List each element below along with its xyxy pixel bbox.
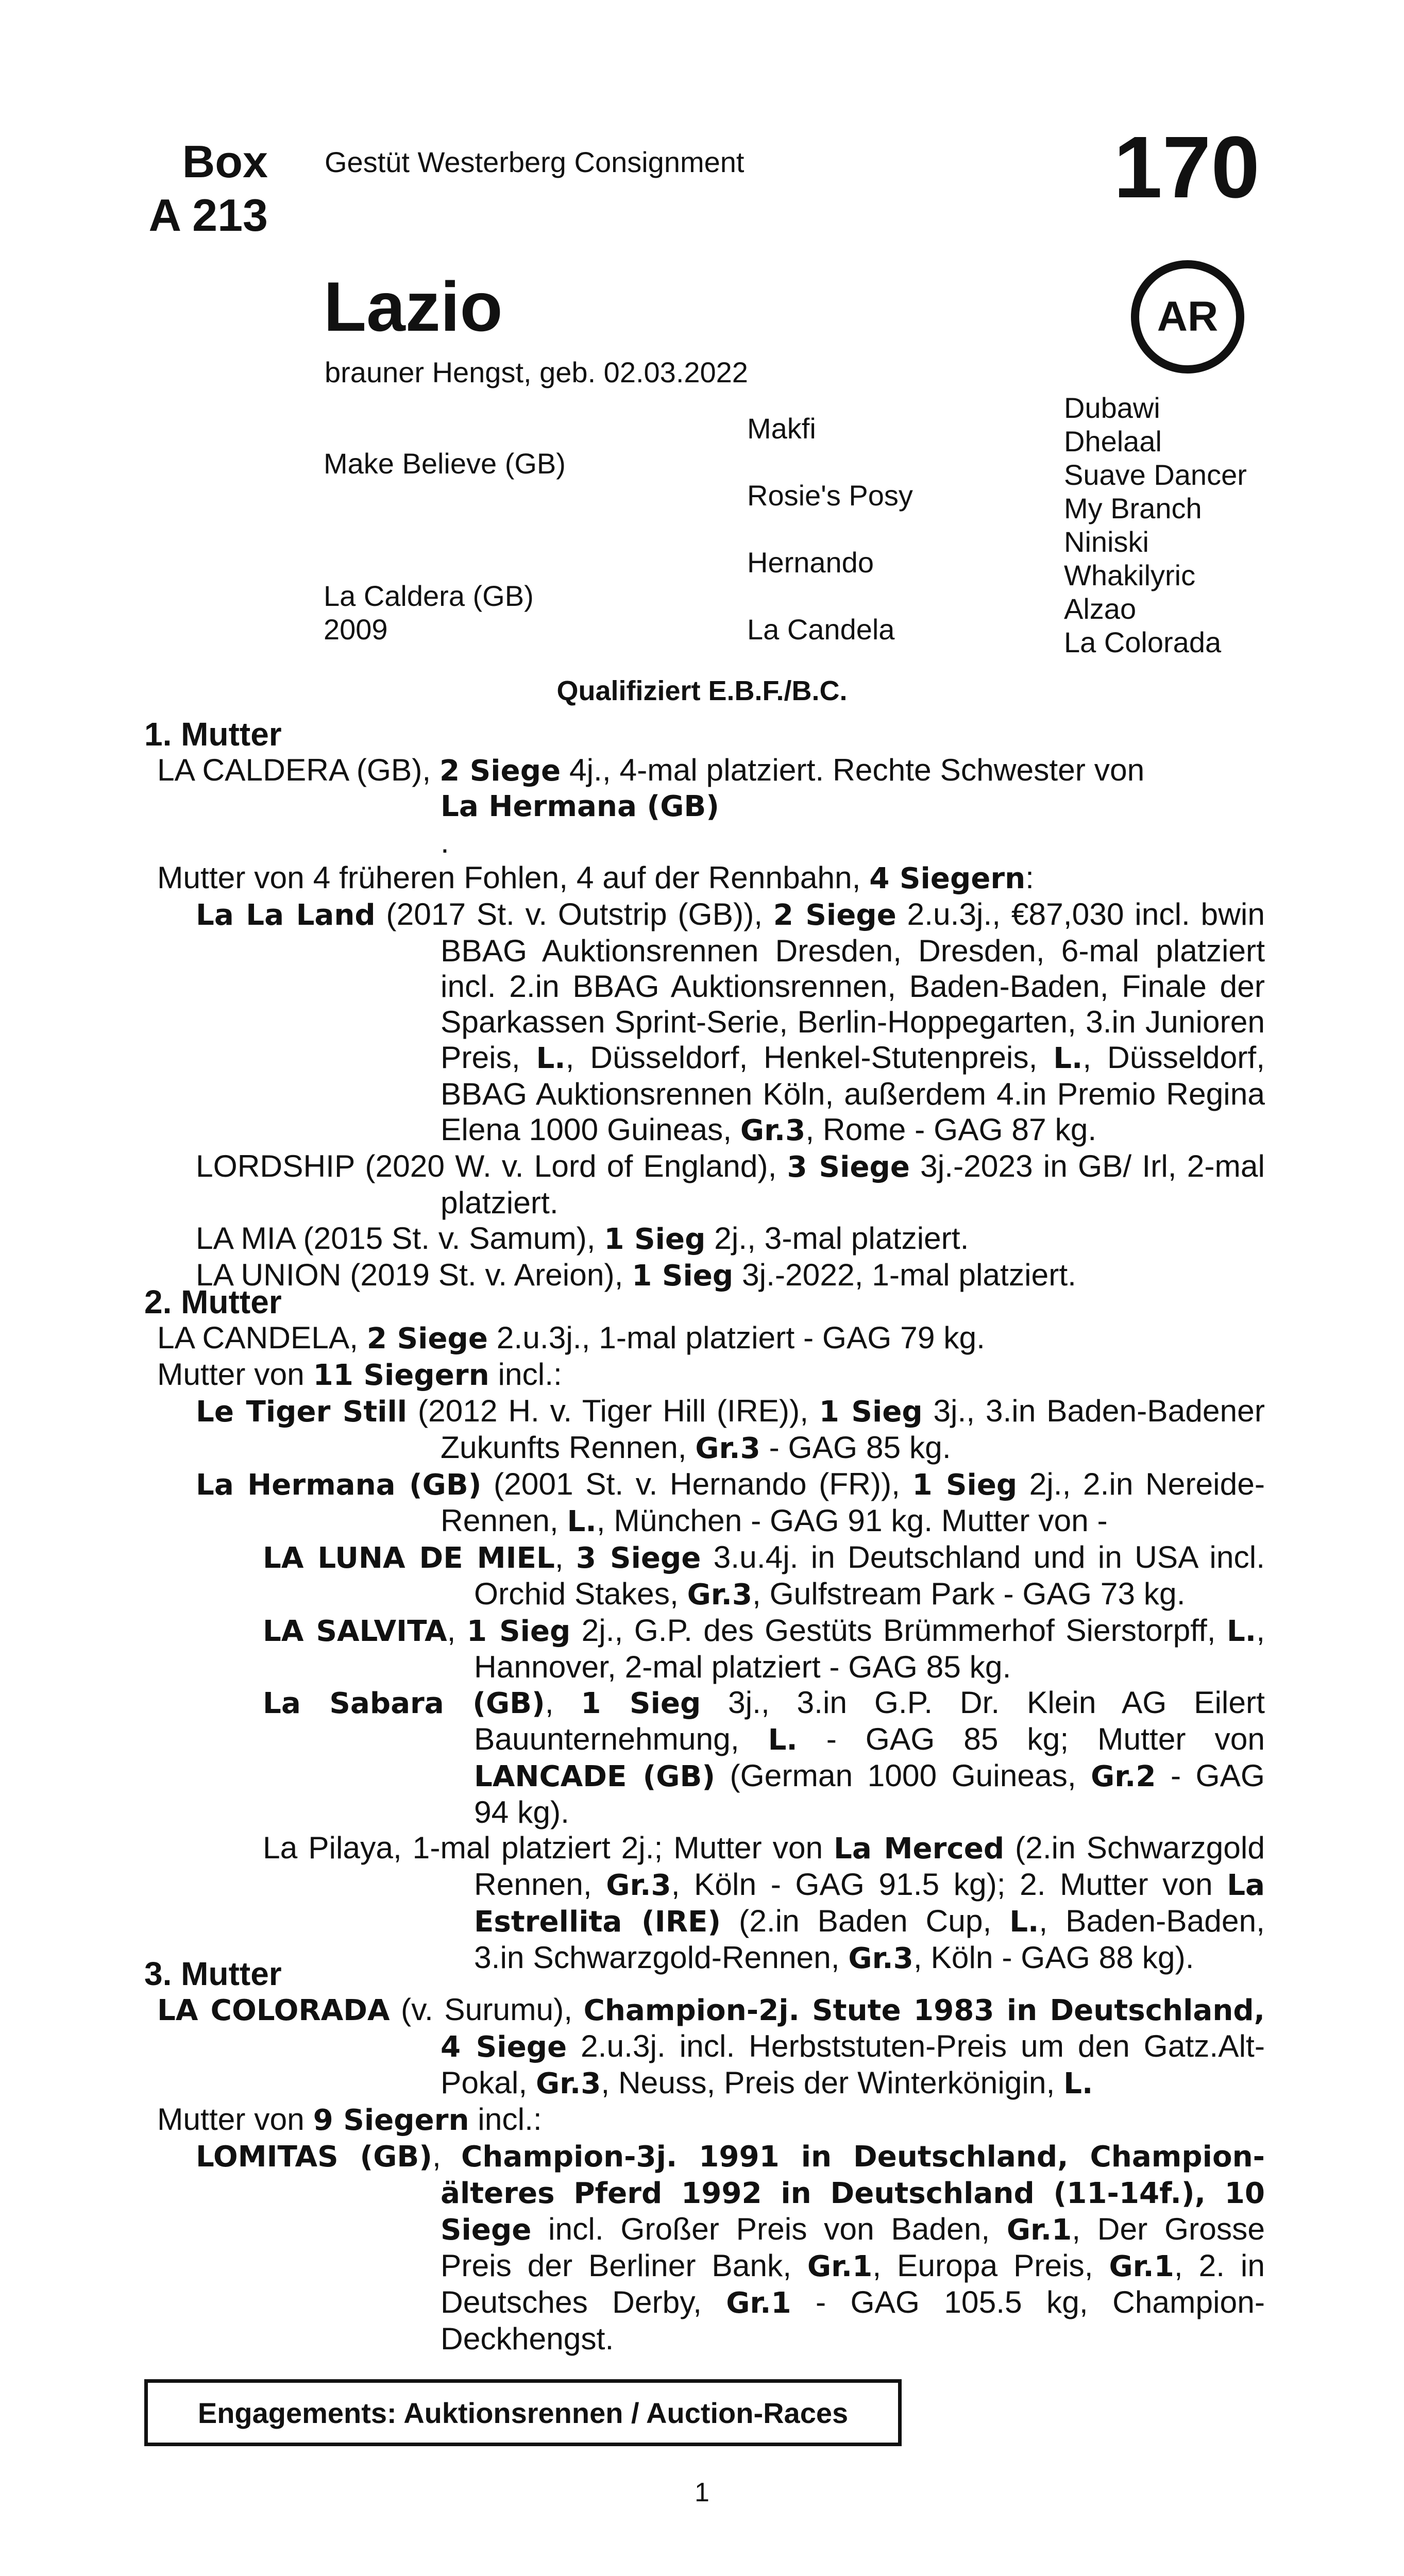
text-run: Mutter von (157, 2102, 313, 2137)
text-run: - GAG 85 kg; Mutter von (797, 1721, 1265, 1756)
text-run: 3j.-2023 in GB/ Irl, 2-mal platziert. (441, 1148, 1265, 1220)
text-run: LA CANDELA, (157, 1320, 367, 1355)
pedigree-entry (144, 1148, 1265, 1221)
text-run: . (441, 824, 449, 859)
text-run: , Hannover, 2-mal platziert - GAG 85 kg. (474, 1613, 1265, 1684)
bold-text: Champion-2j. Stute 1983 in Deutschland, 4 Siege (441, 1994, 1265, 2064)
bold-text: Gr.1 (726, 2286, 791, 2320)
bold-text: La Hermana (GB) (441, 790, 719, 823)
pedigree-great-grandparent: Niniski (1064, 526, 1149, 558)
bold-text: LANCADE (GB) (474, 1760, 716, 1793)
pedigree-entry (144, 1539, 1265, 1613)
text-run: 2j., G.P. des Gestüts Brümmerhof Sierstorpff, (570, 1613, 1227, 1648)
text-run: , Rome - GAG 87 kg. (805, 1112, 1097, 1147)
bold-text: La Estrellita (IRE) (474, 1869, 1265, 1939)
text-run: 3.u.4j. in Deutschland und in USA incl. Orchid Stakes, (474, 1539, 1265, 1611)
bold-text: 4 Siegern (869, 862, 1026, 895)
pedigree-entry (144, 1320, 1265, 1357)
section-third-dam (144, 1956, 1265, 2357)
text-run: (2017 St. v. Outstrip (GB)), (375, 896, 773, 931)
bold-text: 9 Siegern (313, 2104, 469, 2137)
text-run: 3j., 3.in G.P. Dr. Klein AG Eilert Bauunternehmung, (474, 1685, 1265, 1756)
section-title: 1. Mutter (144, 716, 282, 753)
box-number: A 213 (148, 190, 268, 241)
bold-text: L. (1226, 1615, 1257, 1648)
consignor: Gestüt Westerberg Consignment (325, 146, 745, 178)
pedigree-entry (144, 2138, 1265, 2357)
engagements-label: Engagements: Auktionsrennen / Auction-Races (197, 2396, 849, 2429)
text-run: , (432, 2138, 461, 2173)
bold-text: Gr.1 (807, 2250, 873, 2283)
bold-text: LOMITAS (GB) (196, 2140, 433, 2174)
text-run: Mutter von (157, 1357, 313, 1392)
bold-text: 11 Siegern (313, 1359, 489, 1392)
bold-text: 3 Siege (576, 1541, 701, 1575)
bold-text: 1 Sieg (604, 1223, 706, 1256)
pedigree-great-grandparent: Suave Dancer (1064, 459, 1247, 491)
pedigree-entry (144, 1613, 1265, 1685)
bold-text: 1 Sieg (581, 1687, 701, 1720)
bold-text: 1 Sieg (466, 1615, 571, 1648)
pedigree-entry (144, 1685, 1265, 1830)
pedigree-entry (144, 896, 1265, 1148)
bold-text: 1 Sieg (819, 1395, 923, 1429)
section-second-dam (144, 1284, 1265, 1976)
pedigree-entry (144, 1830, 1265, 1976)
pedigree-dam-year: 2009 (324, 613, 388, 646)
pedigree-great-grandparent: Dubawi (1064, 392, 1160, 424)
ar-badge-label: AR (1157, 293, 1219, 340)
bold-text: L. (1063, 2067, 1093, 2100)
bold-text: 2 Siege (773, 899, 896, 932)
text-run: , München - GAG 91 kg. Mutter von - (596, 1503, 1108, 1538)
text-run: La Pilaya, 1-mal platziert 2j.; Mutter von (263, 1830, 834, 1865)
text-run: 3j.-2022, 1-mal platziert. (733, 1257, 1076, 1292)
text-run: incl.: (469, 2102, 542, 2137)
bold-text: Gr.3 (848, 1942, 914, 1975)
pedigree-entry (144, 1992, 1265, 2102)
text-run: (2.in Schwarzgold Rennen, (474, 1830, 1265, 1902)
bold-text: La Merced (834, 1832, 1005, 1866)
text-run: , Neuss, Preis der Winterkönigin, (601, 2065, 1064, 2100)
text-run: - GAG 94 kg). (474, 1758, 1265, 1829)
bold-text: LA COLORADA (157, 1994, 390, 2027)
bold-text: Gr.2 (1091, 1760, 1156, 1793)
bold-text: L. (768, 1723, 798, 1757)
text-run: , Europa Preis, (872, 2248, 1109, 2283)
text-run: LA MIA (2015 St. v. Samum), (196, 1221, 604, 1256)
page-number: 1 (695, 2478, 709, 2507)
bold-text: LA SALVITA (263, 1615, 447, 1648)
bold-text: Gr.1 (1006, 2213, 1072, 2247)
text-run: 2.u.3j., 1-mal platziert - GAG 79 kg. (487, 1320, 985, 1355)
text-run: , Düsseldorf, Henkel-Stutenpreis, (565, 1040, 1054, 1075)
bold-text: L. (567, 1505, 597, 1538)
bold-text: Le Tiger Still (196, 1395, 408, 1429)
text-run: , Gulfstream Park - GAG 73 kg. (752, 1576, 1186, 1611)
bold-text: La Hermana (GB) (196, 1468, 482, 1502)
pedigree-grandparent: Makfi (747, 412, 816, 445)
bold-text: LA LUNA DE MIEL (263, 1541, 555, 1575)
text-run: incl. Großer Preis von Baden, (531, 2211, 1007, 2246)
bold-text: L. (1053, 1042, 1083, 1075)
bold-text: Champion-3j. 1991 in Deutschland, Champion-älteres Pferd 1992 in Deutschland (11-14f.), 10 Siege (441, 2140, 1265, 2247)
text-run: 2.u.3j. incl. Herbststuten-Preis um den Gatz.Alt-Pokal, (441, 2028, 1265, 2100)
bold-text: 1 Sieg (912, 1468, 1018, 1502)
pedigree-great-grandparent: La Colorada (1064, 626, 1222, 658)
pedigree-entry (144, 1393, 1265, 1466)
text-run: , (447, 1613, 467, 1648)
pedigree-entry (144, 860, 1265, 896)
pedigree-sire: Make Believe (GB) (324, 447, 566, 480)
pedigree-great-grandparent: Alzao (1064, 592, 1137, 625)
text-run: , Baden-Baden, 3.in Schwarzgold-Rennen, (474, 1903, 1265, 1975)
bold-text: Gr.3 (695, 1432, 760, 1465)
bold-text: La Sabara (GB) (263, 1687, 545, 1720)
qualification: Qualifiziert E.B.F./B.C. (556, 675, 848, 706)
pedigree-entry (144, 1221, 1265, 1257)
section-title: 3. Mutter (144, 1955, 282, 1992)
pedigree-entry (144, 752, 1265, 860)
text-run: , Der Grosse Preis der Berliner Bank, (441, 2211, 1265, 2283)
bold-text: L. (1009, 1905, 1039, 1939)
text-run: : (1025, 860, 1034, 895)
bold-text: 2 Siege (439, 754, 561, 788)
text-run: 2j., 2.in Nereide-Rennen, (441, 1466, 1265, 1538)
pedigree-grandparent: Hernando (747, 546, 874, 579)
text-run: 4j., 4-mal platziert. Rechte Schwester von (561, 752, 1145, 787)
bold-text: 2 Siege (366, 1322, 488, 1355)
text-run: - GAG 105.5 kg, Champion-Deckhengst. (441, 2284, 1265, 2356)
pedigree-great-grandparent: Whakilyric (1064, 559, 1196, 591)
pedigree-dam: La Caldera (GB) (324, 580, 534, 612)
pedigree-entry (144, 1357, 1265, 1393)
engagements-box (144, 2379, 902, 2446)
text-run: incl.: (489, 1357, 562, 1392)
text-run: (German 1000 Guineas, (715, 1758, 1091, 1793)
text-run: 2.u.3j., €87,030 incl. bwin BBAG Auktionsrennen Dresden, Dresden, 6-mal platziert incl. 2.in BBAG Auktionsrennen, Baden-Baden, Finale der Sparkassen Sprint-Serie, Berlin-Hoppegarten, 3.in Junioren Preis, (441, 896, 1265, 1075)
text-run: , Köln - GAG 91.5 kg); 2. Mutter von (671, 1867, 1227, 1902)
text-run: , (554, 1539, 576, 1574)
pedigree-great-grandparent: My Branch (1064, 492, 1202, 524)
text-run: 3j., 3.in Baden-Badener Zukunfts Rennen, (441, 1393, 1265, 1465)
ar-badge (1131, 260, 1244, 374)
box-label (129, 135, 268, 242)
text-run: LA UNION (2019 St. v. Areion), (196, 1257, 632, 1292)
text-run: LORDSHIP (2020 W. v. Lord of England), (196, 1148, 787, 1183)
bold-text: Gr.1 (1109, 2250, 1174, 2283)
text-run: , (545, 1685, 581, 1720)
bold-text: 1 Sieg (632, 1259, 734, 1293)
pedigree-grandparent: Rosie's Posy (747, 479, 913, 512)
horse-name: Lazio (324, 267, 503, 346)
bold-text: La La Land (196, 899, 376, 932)
text-run: , 2. in Deutsches Derby, (441, 2248, 1265, 2319)
text-run: LA CALDERA (GB), (157, 752, 440, 787)
pedigree-entry (144, 2102, 1265, 2138)
bold-text: Gr.3 (535, 2067, 601, 2100)
text-run: - GAG 85 kg. (760, 1430, 951, 1465)
lot-number: 170 (1113, 118, 1260, 216)
bold-text: Gr.3 (687, 1578, 752, 1612)
section-first-dam (144, 716, 1265, 1294)
bold-text: L. (536, 1042, 566, 1075)
text-run: Mutter von 4 früheren Fohlen, 4 auf der Rennbahn, (157, 860, 870, 895)
pedigree-entry (144, 1466, 1265, 1539)
text-run: (v. Surumu), (390, 1992, 584, 2027)
section-title: 2. Mutter (144, 1283, 282, 1320)
text-run: , Düsseldorf, BBAG Auktionsrennen Köln, außerdem 4.in Premio Regina Elena 1000 Guineas, (441, 1040, 1265, 1147)
text-run: (2001 St. v. Hernando (FR)), (481, 1466, 912, 1501)
text-run: (2012 H. v. Tiger Hill (IRE)), (407, 1393, 819, 1428)
horse-description: brauner Hengst, geb. 02.03.2022 (325, 356, 748, 388)
bold-text: Gr.3 (740, 1114, 806, 1147)
bold-text: Gr.3 (606, 1869, 671, 1902)
text-run: 2j., 3-mal platziert. (705, 1221, 969, 1256)
box-title: Box (182, 136, 268, 187)
pedigree-grandparent: La Candela (747, 613, 895, 646)
pedigree-great-grandparent: Dhelaal (1064, 425, 1162, 457)
text-run: , Köln - GAG 88 kg). (913, 1940, 1194, 1975)
bold-text: 3 Siege (787, 1150, 910, 1184)
text-run: (2.in Baden Cup, (721, 1903, 1010, 1938)
